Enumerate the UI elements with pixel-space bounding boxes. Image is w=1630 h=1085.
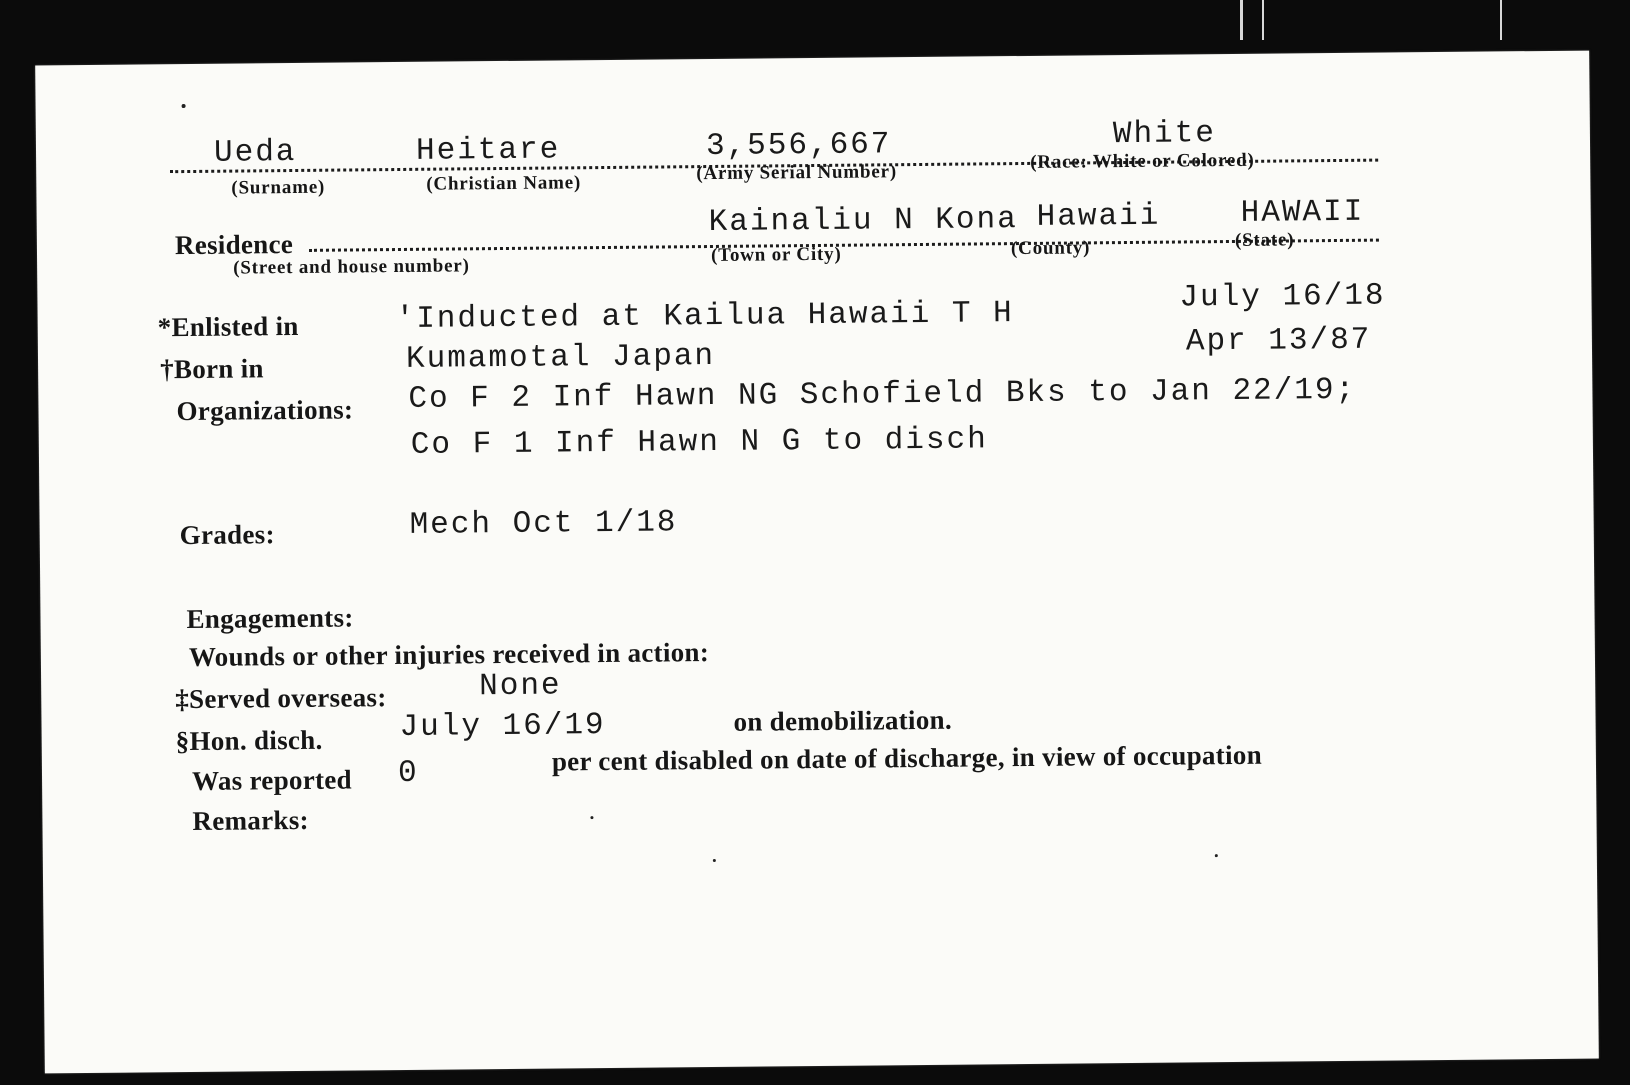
caption-race: (Race: White or Colored) [1030,149,1255,173]
ink-speck [713,859,716,862]
remarks-label: Remarks: [192,804,309,837]
enlisted-date: July 16/18 [1179,278,1386,316]
ink-speck [1215,854,1218,857]
residence-state-value: HAWAII [1240,194,1365,231]
race-value: White [1112,116,1217,153]
caption-town: (Town or City) [710,243,842,267]
caption-surname: (Surname) [231,176,326,199]
engagements-label: Engagements: [186,602,354,635]
service-record-card [35,51,1599,1074]
organizations-label: Organizations: [176,394,354,427]
ink-speck [590,816,593,819]
caption-state: (State) [1234,229,1295,251]
surname-value: Ueda [213,134,297,171]
discharge-suffix: on demobilization. [733,704,953,737]
born-label: †Born in [159,353,264,385]
caption-serial-number: (Army Serial Number) [696,161,898,185]
film-border-stripe [1240,0,1243,40]
enlisted-value: 'Inducted at Kailua Hawaii T H [395,296,1014,338]
residence-dotted-line [309,239,1379,252]
reported-value: 0 [397,755,419,792]
caption-county: (County) [1010,237,1091,260]
serial-number-value: 3,556,667 [705,127,892,165]
film-border-stripe [1500,0,1502,40]
discharge-value: July 16/19 [399,708,606,746]
residence-town-value: Kainaliu N Kona [708,202,1018,241]
organizations-line-2: Co F 1 Inf Hawn N G to disch [410,422,988,463]
served-overseas-value: None [479,668,562,705]
residence-county-value: Hawaii [1036,198,1161,235]
ink-speck [182,104,186,108]
christian-name-value: Heitare [415,132,561,169]
born-date: Apr 13/87 [1185,322,1372,360]
reported-label: Was reported [191,764,353,797]
grades-label: Grades: [179,519,275,551]
grades-value: Mech Oct 1/18 [409,505,678,543]
wounds-label: Wounds or other injuries received in action: [188,637,710,673]
film-border-stripe [1262,0,1264,40]
reported-suffix: per cent disabled on date of discharge, in view of occupation [551,739,1263,777]
discharge-label: §Hon. disch. [175,724,323,757]
born-value: Kumamotal Japan [405,338,716,377]
enlisted-label: *Enlisted in [157,310,299,343]
served-overseas-label: ‡Served overseas: [175,682,387,715]
organizations-line-1: Co F 2 Inf Hawn NG Schofield Bks to Jan 22/19; [408,372,1357,417]
residence-label: Residence [174,229,294,261]
caption-christian-name: (Christian Name) [426,172,582,195]
caption-street: (Street and house number) [233,255,470,279]
